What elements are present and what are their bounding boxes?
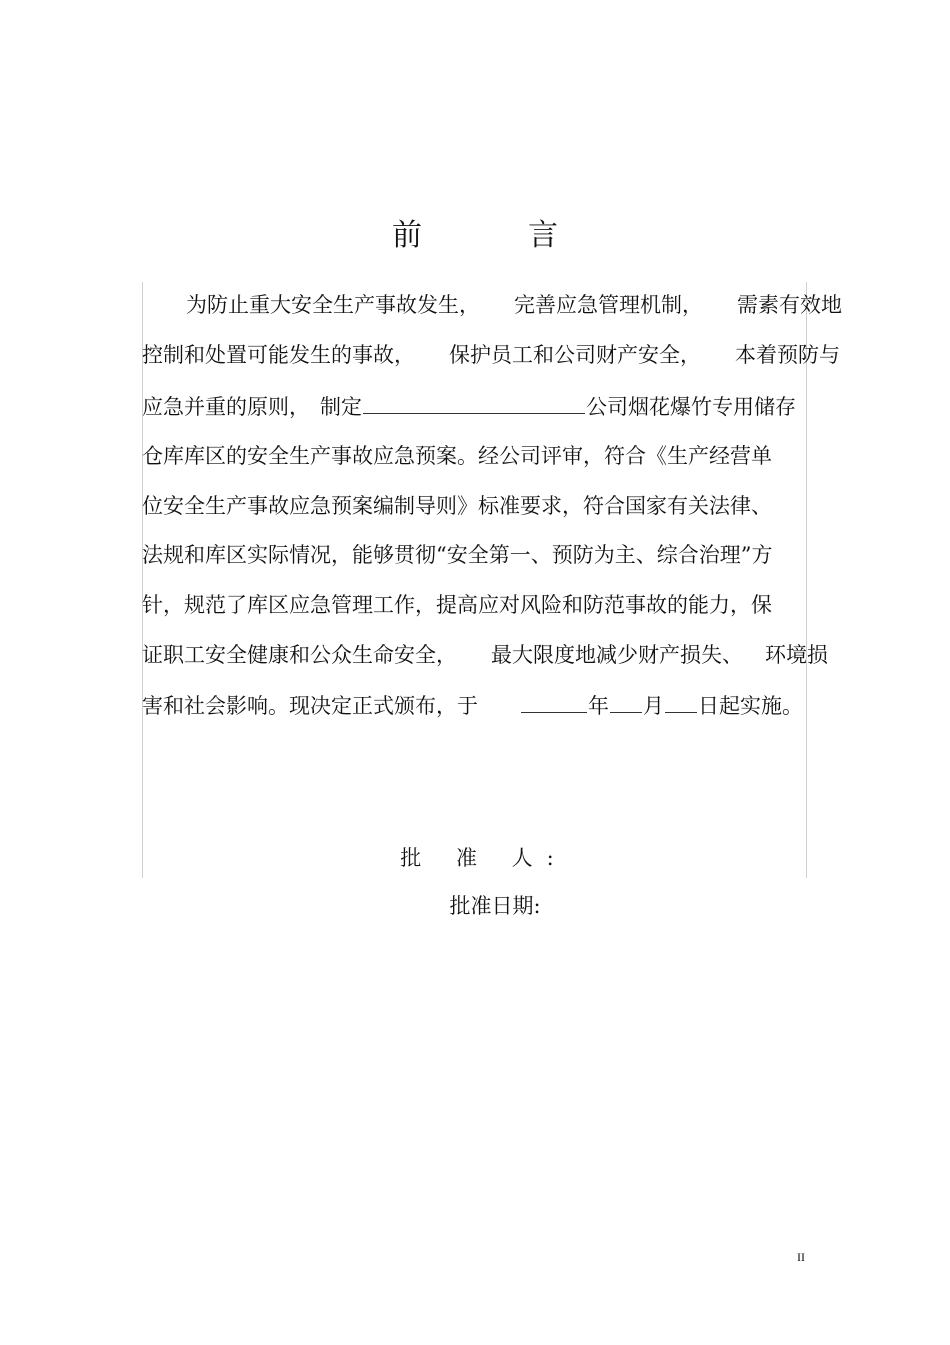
frame-right-border [806,282,807,878]
text-segment: 位安全生产事故应急预案编制导则》标准要求，符合国家有关法律、 [142,494,772,518]
text-segment: 最大限度地减少财产损失、 [491,643,743,667]
text-segment: 年 [588,694,609,718]
approval-date-label: 批准日期: [449,894,541,918]
text-segment: 法规和库区实际情况，能够贯彻“安全第一、预防为主、综合治理”方 [142,543,773,567]
page-title: 前 言 [392,218,596,253]
body-line-9 [142,690,803,720]
text-segment: 完善应急管理机制， [514,293,703,317]
frame-left-border [142,282,143,878]
day-blank [665,690,697,713]
year-blank [521,690,587,713]
text-segment: 日起实施。 [698,694,803,718]
text-segment: 本着预防与 [735,343,840,367]
text-segment: 需素有效地 [737,293,842,317]
text-segment: 证职工安全健康和公众生命安全， [142,643,457,667]
body-line-6 [142,540,772,570]
approver-label: 批 准 人: [400,846,568,870]
text-segment: 仓库库区的安全生产事故应急预案。经公司评审，符合《生产经营单 [142,444,772,468]
body-line-5 [142,491,772,521]
text-segment: 保护员工和公司财产安全， [449,343,701,367]
company-name-blank [363,391,585,414]
body-line-1 [142,290,842,320]
text-segment: 针，规范了库区应急管理工作，提高应对风险和防范事故的能力，保 [142,593,772,617]
text-segment: 公司烟花爆竹专用储存 [586,395,796,419]
text-segment: 应急并重的原则， [142,395,310,419]
body-line-2 [142,340,840,370]
month-blank [610,690,642,713]
body-line-3 [142,391,796,421]
text-segment: 制定 [320,395,362,419]
body-line-7 [142,590,772,620]
page-number: II [797,1250,805,1264]
text-segment: 控制和处置可能发生的事故， [142,343,415,367]
text-segment: 月 [643,694,664,718]
body-line-4 [142,441,772,471]
text-segment: 为防止重大安全生产事故发生， [186,293,480,317]
text-segment: 害和社会影响。现决定正式颁布，于 [142,694,478,718]
text-segment: 环境损 [765,643,828,667]
body-line-8 [142,640,828,670]
